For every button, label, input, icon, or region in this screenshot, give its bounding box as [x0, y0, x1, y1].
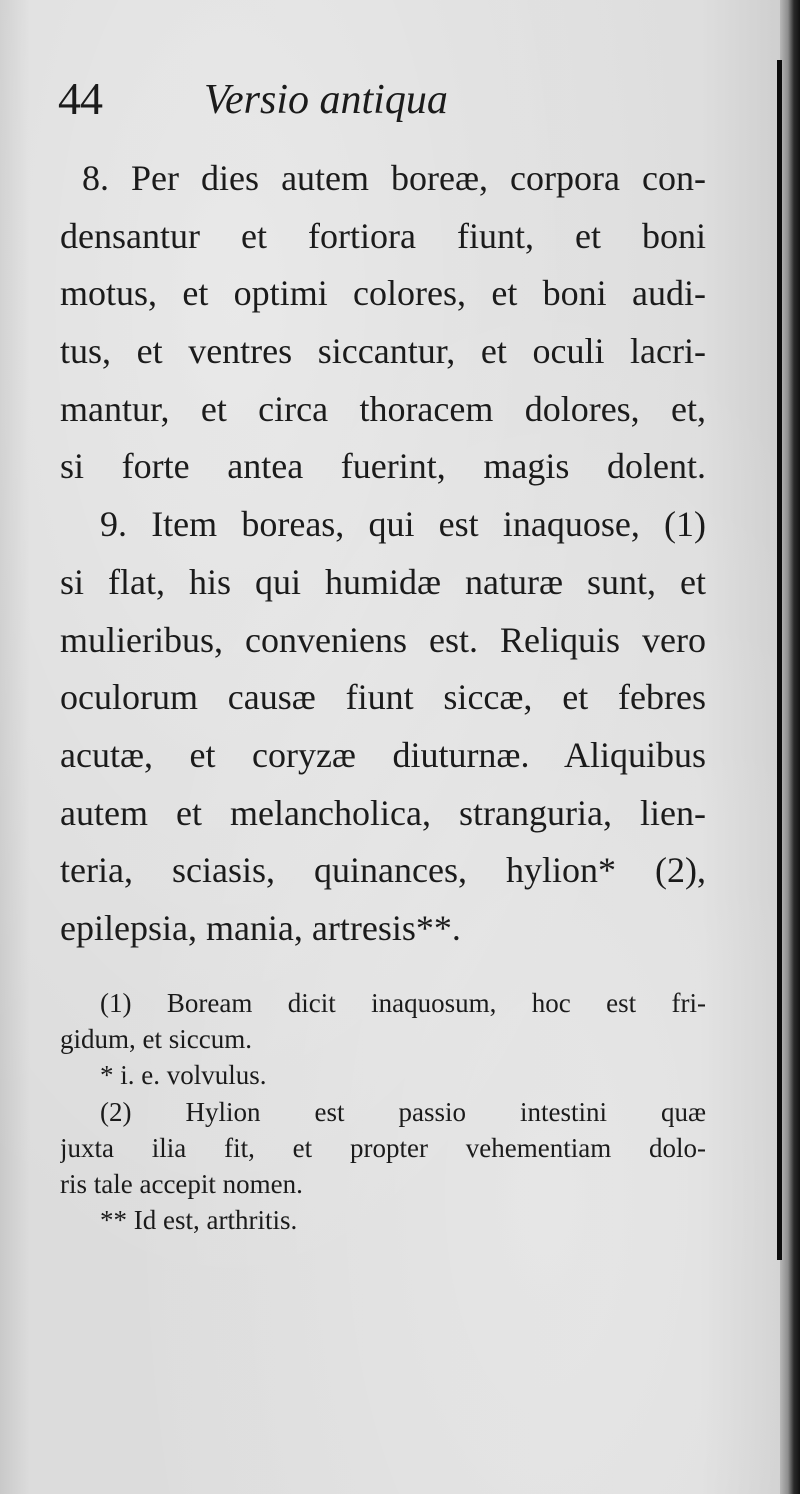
footnote-line: * i. e. volvulus. [100, 1060, 267, 1091]
page-edge-shadow [780, 0, 800, 1494]
text-line: si flat, his qui humidæ naturæ sunt, et [60, 561, 706, 602]
footnote-line: gidum, et siccum. [60, 1024, 252, 1055]
text-line: 8. Per dies autem boreæ, corpora con- [82, 158, 706, 198]
footnotes [60, 985, 706, 1238]
binding-edge [777, 60, 782, 1260]
text-line: oculorum causæ fiunt siccæ, et febres [60, 677, 706, 718]
page-number: 44 [58, 73, 102, 124]
text-line: acutæ, et coryzæ diuturnæ. Aliquibus [60, 734, 706, 775]
footnote-line: (2) Hylion est passio intestini quæ [100, 1096, 706, 1127]
text-line: motus, et optimi colores, et boni audi- [60, 273, 706, 314]
text-line: densantur et fortiora fiunt, et boni [60, 215, 706, 256]
text-line: autem et melancholica, stranguria, lien- [60, 792, 706, 833]
footnote-line: juxta ilia fit, et propter vehementiam dolo- [60, 1132, 706, 1163]
text-line: teria, sciasis, quinances, hylion* (2), [60, 850, 706, 891]
page-header [58, 72, 698, 132]
body-text [60, 150, 706, 958]
text-line: epilepsia, mania, artresis**. [60, 907, 461, 948]
text-line: mulieribus, conveniens est. Reliquis vero [60, 619, 706, 660]
footnote-line: ** Id est, arthritis. [100, 1205, 298, 1236]
text-line: 9. Item boreas, qui est inaquose, (1) [100, 504, 706, 545]
text-line: tus, et ventres siccantur, et oculi lacri- [60, 331, 706, 372]
footnote-line: (1) Boream dicit inaquosum, hoc est fri- [100, 988, 706, 1018]
footnote-line: ris tale accepit nomen. [60, 1168, 303, 1199]
text-line: mantur, et circa thoracem dolores, et, [60, 388, 706, 429]
text-line: si forte antea fuerint, magis dolent. [60, 446, 706, 487]
running-title: Versio antiqua [204, 77, 448, 123]
